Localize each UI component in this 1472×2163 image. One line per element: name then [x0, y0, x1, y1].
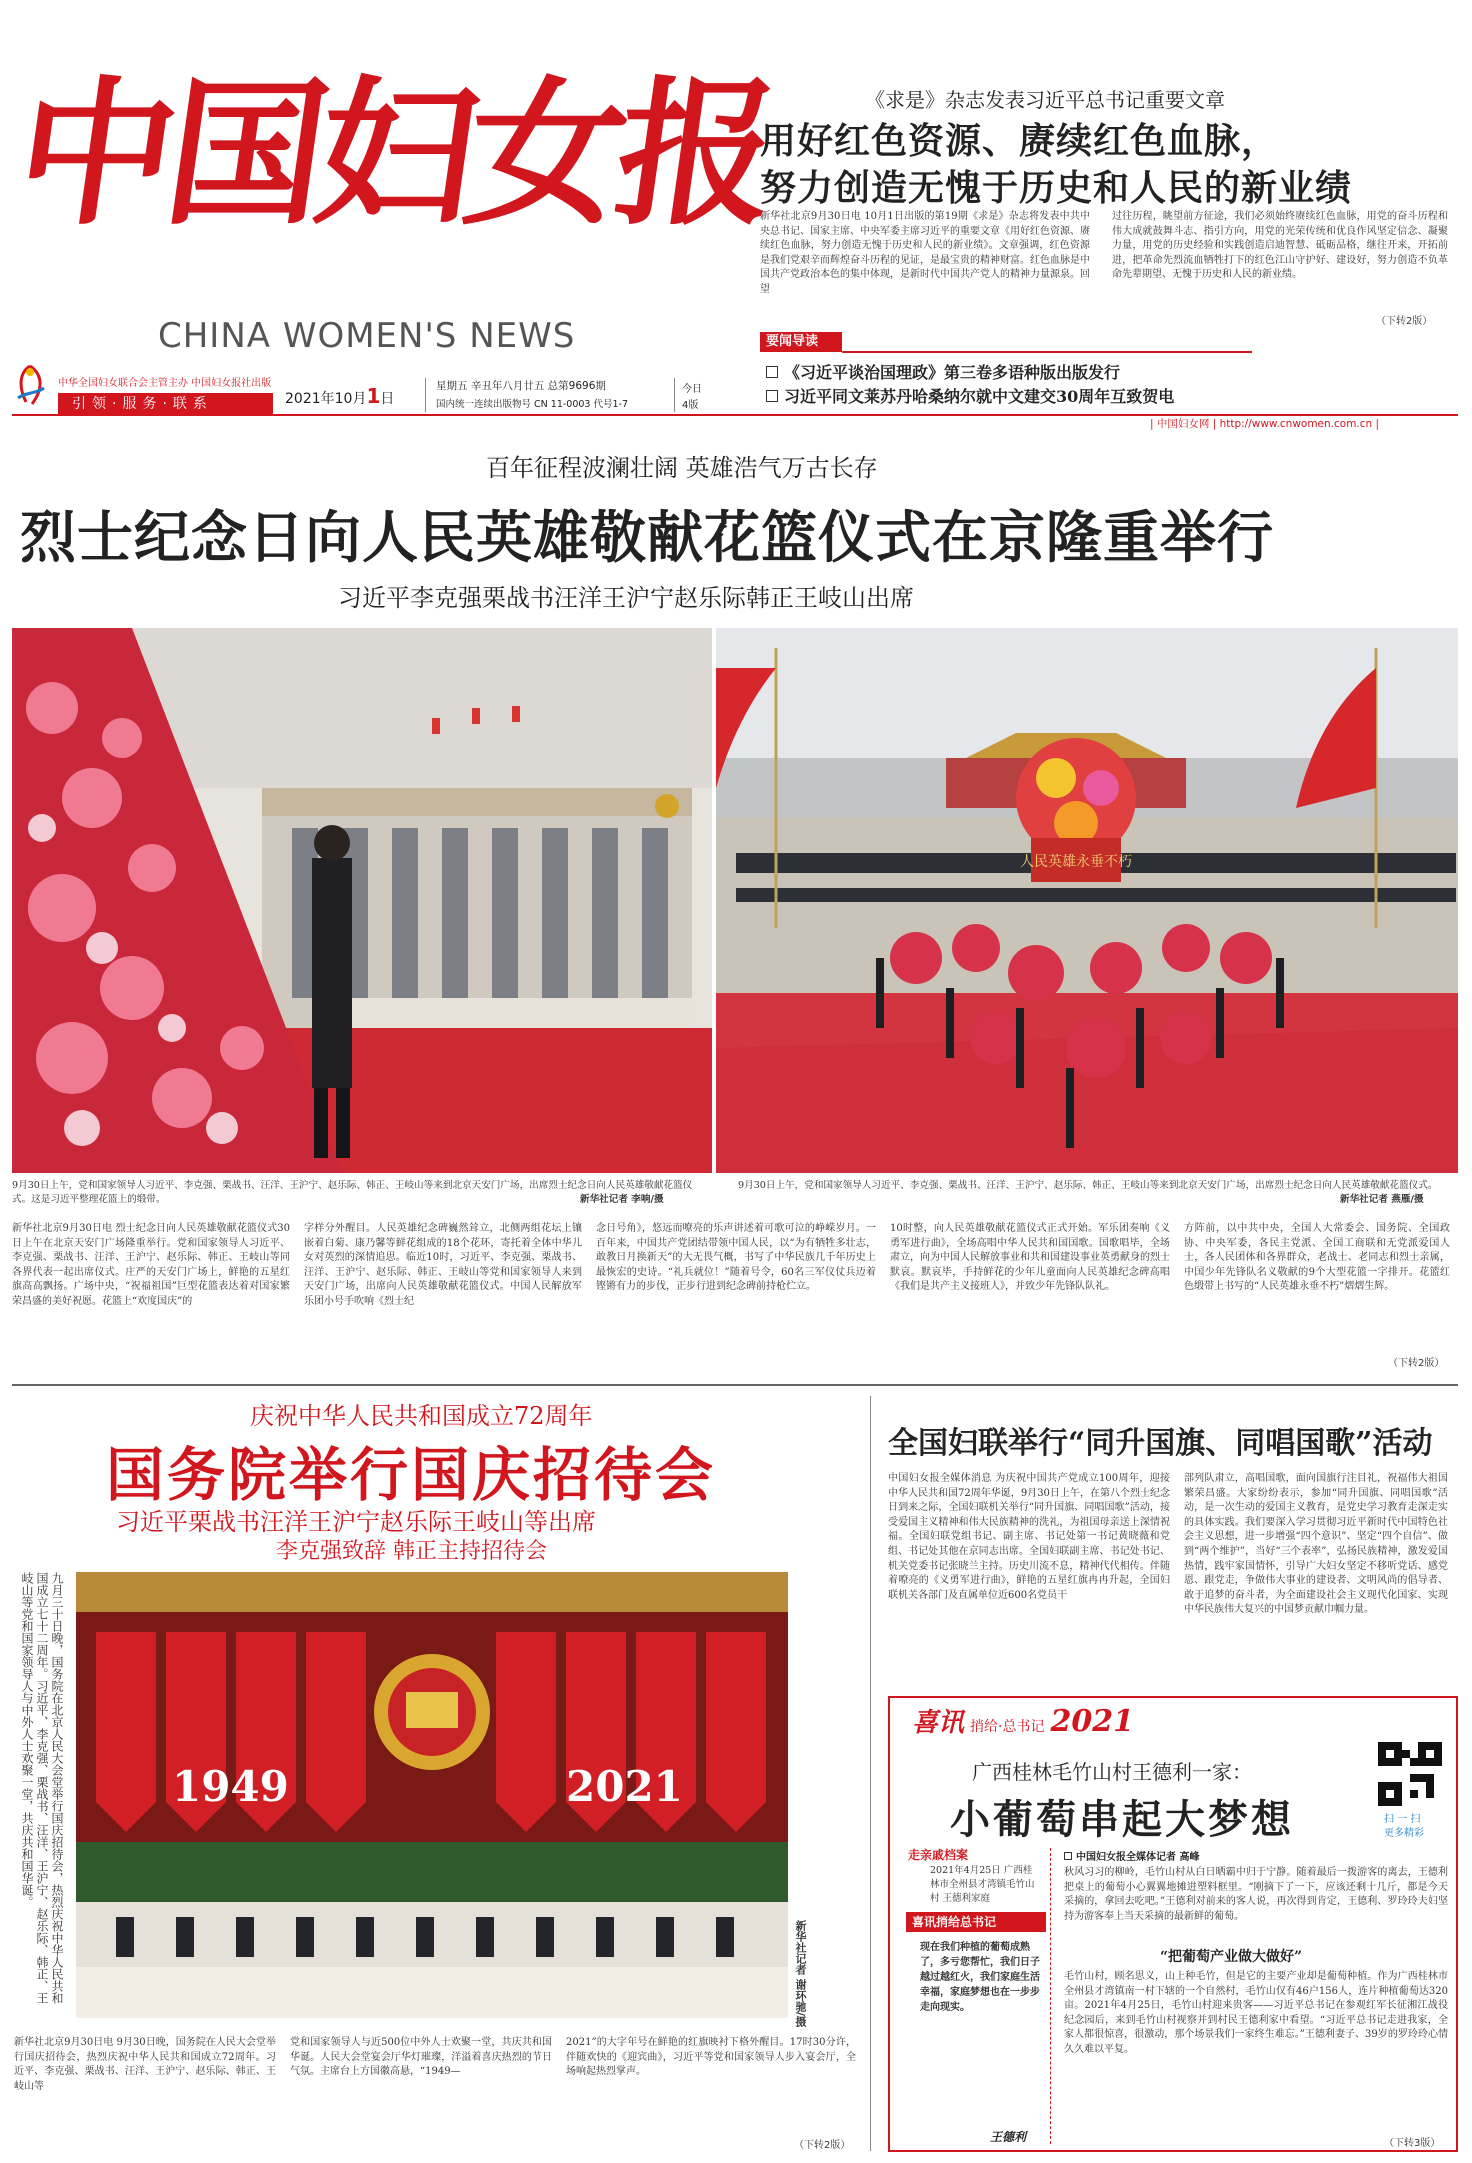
reception-col-2: 党和国家领导人与近500位中外人士欢聚一堂，共庆共和国华诞。人民大会堂宴会厅华灯璀璨，洋溢着喜庆热烈的节日气氛。主席台上方国徽高悬，“1949—: [290, 2037, 552, 2078]
feature-subtitle: “把葡萄产业做大做好”: [1160, 1949, 1303, 1965]
masthead-logo: [5, 60, 782, 260]
archive-text: 2021年4月25日 广西桂林市全州县才湾镇毛竹山村 王德利家庭: [930, 1865, 1035, 1904]
year-label-2021: 2021: [566, 1762, 683, 1811]
qr-code[interactable]: [1378, 1742, 1442, 1806]
lead-subhead: 习近平李克强栗战书汪洋王沪宁赵乐际韩正王岐山出席: [338, 584, 914, 612]
lead-col-2: 字样分外醒目。人民英雄纪念碑巍然耸立，北侧两组花坛上镶嵌着白菊、康乃馨等鲜花组成的18个花环，寄托着全体中华儿女对英烈的深情追思。临近10时，习近平、李克强、栗战书、汪洋、王沪宁、赵乐际、韩正、王岐山等党和国家领导人来到天安门广场，出席向人民英雄敬献花篮仪式。中国人民解放军乐团小号手吹响《烈士纪: [304, 1223, 582, 1307]
lead-col-4: 10时整，向人民英雄敬献花篮仪式正式开始。军乐团奏响《义勇军进行曲》，全场高唱中华人民共和国国歌。国歌唱毕，全场肃立，向为中国人民解放事业和共和国建设事业英勇献身的烈士默哀。默哀毕，手持鲜花的少年儿童面向人民英雄纪念碑高唱《我们是共产主义接班人》，并致少年先锋队队礼。: [890, 1223, 1170, 1293]
feature-banner: [912, 1702, 1134, 1739]
basket-plaque: 人民英雄永垂不朽: [1020, 854, 1132, 870]
top-story-col-1: 新华社北京9月30日电 10月1日出版的第19期《求是》杂志将发表中共中央总书记、国家主席、中央军委主席习近平的重要文章《用好红色资源、赓续红色血脉，努力创造无愧于历史和人民的新业绩》。文章强调，红色资源是我们党艰辛而辉煌奋斗历程的见证，是最宝贵的精神财富。红色血脉是中国共产党政治本色的集中体现，是新时代中国共产党人的精神力量源泉。回望: [760, 211, 1090, 295]
reception-kicker: 庆祝中华人民共和国成立72周年: [250, 1402, 593, 1430]
banner-mid: 捎给·总书记: [970, 1719, 1045, 1735]
byline-square-icon: [1064, 1852, 1072, 1860]
logo-calligraphy: 中国妇女报: [5, 62, 782, 247]
top-story-col-2: 过往历程，眺望前方征途，我们必须始终赓续红色血脉，用党的奋斗历程和伟大成就鼓舞斗志、指引方向，用党的光荣传统和优良作风坚定信念、凝聚力量，用党的历史经验和实践创造启迪智慧、砥砺品格，继往开来，开拓前进，把革命先烈流血牺牲打下的红色江山守护好、建设好，努力创造不负革命先辈期望、无愧于历史和人民的新业绩。: [1112, 211, 1448, 281]
guide-checkbox-icon: [766, 390, 778, 402]
feature-para-1: 秋风习习的柳岭，毛竹山村从白日晒霸中归于宁静。随着最后一拨游客的离去，王德利把桌上的葡萄小心翼翼地摊进塑料框里。“刚摘下了一下，应该还剩十几斤，都是今天采摘的，拿回去吃吧。”王德利对前来的客人说，再次得到肯定，王德利、罗玲玲夫妇坚持为游客奉上当天采摘的最新鲜的葡萄。: [1064, 1867, 1448, 1922]
qr-caption-2: 更多精彩: [1384, 1828, 1424, 1839]
top-story-headline-1: 用好红色资源、赓续红色血脉，: [760, 120, 1279, 162]
lead-col-1: 新华社北京9月30日电 烈士纪念日向人民英雄敬献花篮仪式30日上午在北京天安门广场隆重举行。党和国家领导人习近平、李克强、栗战书、汪洋、王沪宁、赵乐际、韩正、王岐山等同各界代表一起出席仪式。庄严的天安门广场上，鲜艳的五星红旗高高飘扬。广场中央，“祝福祖国”巨型花篮表达着对国家繁荣昌盛的美好祝愿。花篮上“欢度国庆”的: [12, 1223, 290, 1307]
masthead-sponsor: 中华全国妇女联合会主管主办 中国妇女报社出版: [58, 378, 272, 389]
news-text: 现在我们种植的葡萄成熟了，多亏您帮忙，我们日子越过越红火，我们家庭生活幸福，家庭梦想也在一步步走向现实。: [920, 1942, 1040, 2013]
issue-cn: 国内统一连续出版物号 CN 11-0003 代号1-7: [436, 399, 629, 410]
issue-pages-count: 4版: [682, 400, 699, 411]
lead-col-3: 念日号角》，悠远而嘹亮的乐声讲述着可歌可泣的峥嵘岁月。一百年来，中国共产党团结带领中国人民，以“为有牺牲多壮志，敢教日月换新天”的大无畏气概，书写了中华民族几千年历史上最恢宏的史诗。“礼兵就位！”随着号令，60名三军仪仗兵迈着铿锵有力的步伐，正步行进到纪念碑前持枪伫立。: [596, 1223, 876, 1293]
lead-kicker: 百年征程波澜壮阔 英雄浩气万古长存: [486, 454, 878, 482]
masthead-slogan: 引领·服务·联系: [58, 393, 273, 415]
guide-item-2-text: 习近平同文莱苏丹哈桑纳尔就中文建交30周年互致贺电: [784, 387, 1175, 406]
credit-left: 新华社记者 李响/摄: [580, 1194, 664, 1205]
feature-para-2: 毛竹山村，顾名思义，山上种毛竹，但是它的主要产业却是葡萄种植。作为广西桂林市全州县才湾镇南一村下辖的一个自然村，毛竹山仅有46户156人，连片种植葡萄达320亩。2021年4月25日，毛竹山村迎来贵客——习近平总书记在参观红军长征湘江战役纪念园后，来到毛竹山村视察并到村民王德利家中看望。“习近平总书记走进我家，全家人都很惊喜，很激动，那个场景我们一家终生难忘。”王德利妻子、39岁的罗玲玲心情久久难以平复。: [1064, 1971, 1448, 2055]
acwf-col-2: 部列队肃立，高唱国歌，面向国旗行注目礼，祝福伟大祖国繁荣昌盛。大家纷纷表示，参加“同升国旗、同唱国歌”活动，是一次生动的爱国主义教育，是党史学习教育走深走实的具体实践。我们要深入学习贯彻习近平新时代中国特色社会主义思想，进一步增强“四个意识”、坚定“四个自信”、做到“两个维护”，当好“三个表率”，弘扬民族精神，激发爱国热情，践牢家国情怀，引导广大妇女坚定不移听党话、感党恩、跟党走，争做伟大事业的建设者、文明风尚的倡导者、敢于追梦的奋斗者，为全面建设社会主义现代化国家、实现中华民族伟大复兴的中国梦贡献巾帼力量。: [1184, 1473, 1448, 1616]
news-title: 喜讯捎给总书记: [906, 1912, 1046, 1932]
reception-continued: （下转2版）: [794, 2140, 851, 2151]
date-suffix: 日: [380, 391, 395, 407]
guide-checkbox-icon: [766, 366, 778, 378]
reception-col-1: 新华社北京9月30日电 9月30日晚，国务院在人民大会堂举行国庆招待会，热烈庆祝中华人民共和国成立72周年。习近平、李克强、栗战书、汪洋、王沪宁、赵乐际、韩正、王岐山等: [14, 2037, 276, 2092]
feature-headline: 小葡萄串起大梦想: [950, 1796, 1294, 1843]
qr-caption-1: 扫 一 扫: [1384, 1814, 1421, 1825]
top-story-kicker: 《求是》杂志发表习近平总书记重要文章: [865, 88, 1225, 112]
caption-right: 9月30日上午，党和国家领导人习近平、李克强、栗战书、汪洋、王沪宁、赵乐际、韩正、王岐山等来到北京天安门广场，出席烈士纪念日向人民英雄敬献花篮仪式。: [738, 1180, 1438, 1191]
website-url[interactable]: | 中国妇女网 | http://www.cnwomen.com.cn |: [1150, 418, 1380, 430]
reception-subhead-1: 习近平栗战书汪洋王沪宁赵乐际王岐山等出席: [116, 1508, 596, 1536]
issue-date: [285, 384, 394, 408]
banner-left: 喜讯: [912, 1708, 965, 1738]
lead-headline: 烈士纪念日向人民英雄敬献花篮仪式在京隆重举行: [20, 505, 1274, 571]
top-story-headline-2: 努力创造无愧于历史和人民的新业绩: [760, 167, 1353, 209]
top-story-continued: （下转2版）: [1376, 316, 1433, 327]
masthead-subtitle-en: CHINA WOMEN'S NEWS: [158, 316, 576, 356]
banner-year: 2021: [1050, 1704, 1134, 1739]
reception-vertical-caption: 九月三十日晚，国务院在北京人民大会堂举行国庆招待会，热烈庆祝中华人民共和国成立七十二周年。习近平、李克强、栗战书、汪洋、王沪宁、赵乐际、韩正、王岐山等党和国家领导人与中外人士欢聚一堂，共庆共和国华诞。: [20, 1572, 64, 2004]
byline-text: 中国妇女报全媒体记者 高峰: [1076, 1852, 1200, 1863]
archive-title: 走亲戚档案: [908, 1848, 969, 1862]
signature: 王德利: [990, 2130, 1027, 2144]
guide-item-2[interactable]: [766, 384, 1174, 407]
date-day: 1: [366, 384, 381, 408]
year-label-1949: 1949: [172, 1762, 289, 1811]
issue-pages: 今日: [682, 384, 702, 395]
reception-subhead-2: 李克强致辞 韩正主持招待会: [276, 1539, 547, 1564]
issue-weekday: 星期五 辛丑年八月廿五 总第9696期: [436, 380, 606, 392]
guide-label: 要闻导读: [760, 332, 842, 352]
reception-headline: 国务院举行国庆招待会: [106, 1441, 717, 1509]
acwf-col-1: 中国妇女报全媒体消息 为庆祝中国共产党成立100周年，迎接中华人民共和国72周年华诞，9月30日上午，在第八个烈士纪念日到来之际，全国妇联机关举行“同升国旗、同唱国歌”活动，接受爱国主义精神和伟大民族精神的洗礼，为祖国母亲送上深情祝福。全国妇联党组书记、副主席、书记处第一书记黄晓薇和党组、书记处其他在京同志出席。全国妇联副主席、书记处书记、机关党委书记张晓兰主持。历史川流不息，精神代代相传。伴随着嘹亮的《义勇军进行曲》，鲜艳的五星红旗冉冉升起，全国妇联机关各部门及直属单位近600名党员干: [888, 1473, 1170, 1601]
logo-emblem: [12, 362, 48, 410]
feature-continued: （下转3版）: [1384, 2138, 1441, 2149]
credit-right: 新华社记者 燕雁/摄: [1340, 1194, 1424, 1205]
lead-continued: （下转2版）: [1388, 1358, 1445, 1369]
acwf-headline: 全国妇联举行“同升国旗、同唱国歌”活动: [888, 1426, 1433, 1461]
caption-left: 9月30日上午，党和国家领导人习近平、李克强、栗战书、汪洋、王沪宁、赵乐际、韩正、王岐山等来到北京天安门广场，出席烈士纪念日向人民英雄敬献花篮仪式。这是习近平整理花篮上的缎带。: [12, 1180, 693, 1205]
photo-reception-hall: [76, 1572, 788, 2018]
lead-col-5: 方阵前，以中共中央，全国人大常委会、国务院、全国政协、中央军委，各民主党派、全国工商联和无党派爱国人士，各人民团体和各界群众，老战士、老同志和烈士亲属，中国少年先锋队名义敬献的9个大型花篮一字排开。花篮红色缎带上书写的“人民英雄永垂不朽”熠熠生辉。: [1184, 1223, 1450, 1293]
feature-byline: [1064, 1848, 1199, 1863]
reception-col-3: 2021”的大字年号在鲜艳的红旗映衬下格外醒目。17时30分许，伴随欢快的《迎宾曲》，习近平等党和国家领导人步入宴会厅，全场响起热烈掌声。: [566, 2037, 856, 2078]
photo-basket-ribbon: [12, 628, 712, 1173]
guide-item-1[interactable]: [766, 360, 1120, 383]
date-prefix: 2021年10月: [285, 391, 367, 407]
feature-kicker: 广西桂林毛竹山村王德利一家：: [972, 1760, 1252, 1784]
photo-tiananmen-square: [716, 628, 1458, 1173]
reception-vertical-credit: 新华社记者 谢环驰/摄: [794, 1920, 807, 2027]
guide-item-1-text: 《习近平谈治国理政》第三卷多语种版出版发行: [784, 363, 1121, 382]
